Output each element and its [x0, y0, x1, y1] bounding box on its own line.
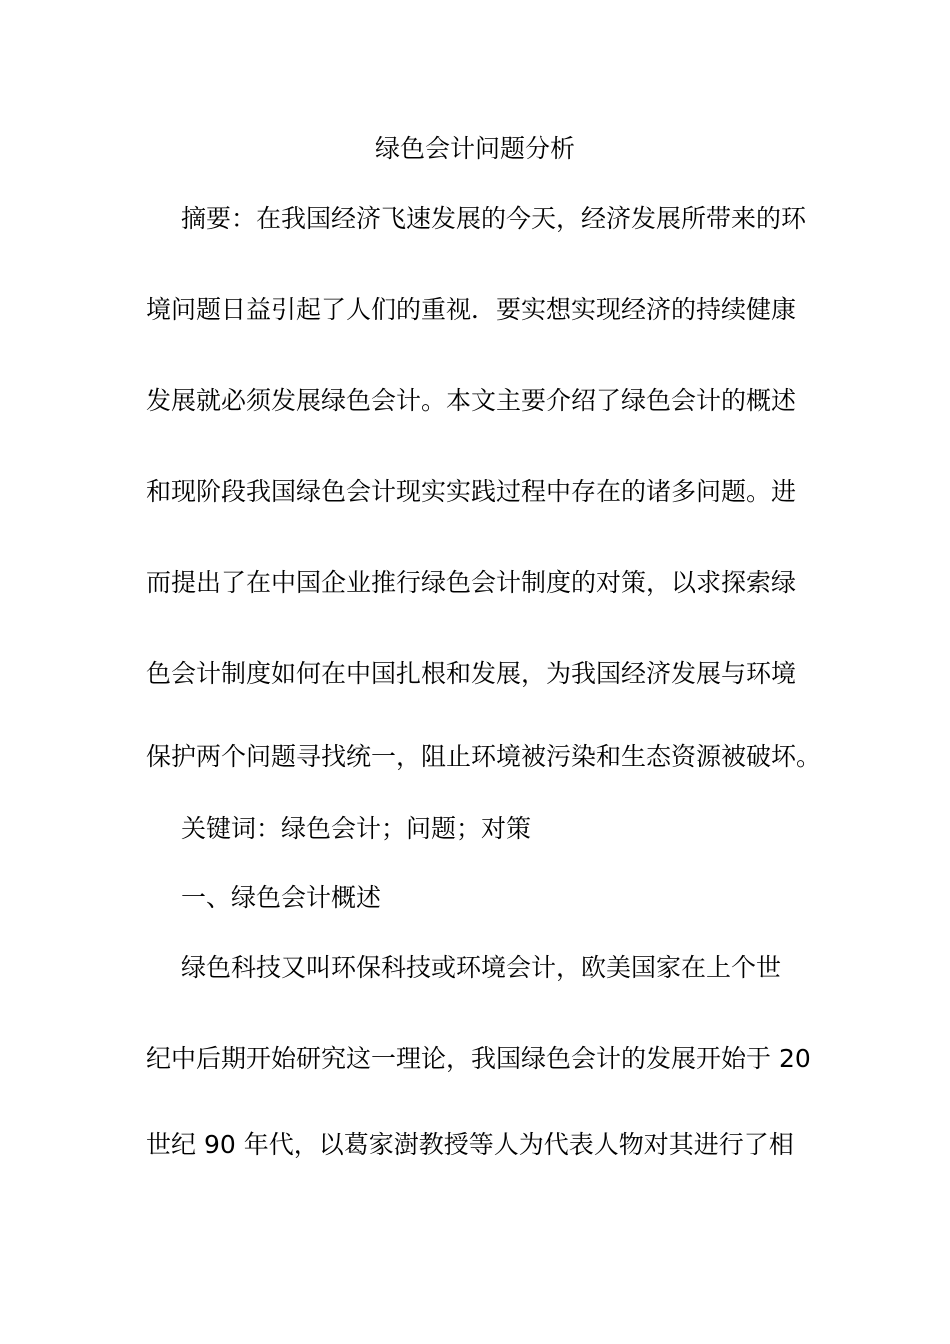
section-heading: 一、绿色会计概述: [181, 883, 382, 912]
abstract-line: 而提出了在中国企业推行绿色会计制度的对策，以求探索绿: [146, 568, 797, 597]
body-line: 世纪 90 年代，以葛家澍教授等人为代表人物对其进行了相: [146, 1130, 794, 1159]
keywords-line: 关键词：绿色会计；问题；对策: [181, 814, 532, 843]
body-line: 纪中后期开始研究这一理论，我国绿色会计的发展开始于 20: [146, 1044, 811, 1073]
abstract-line: 境问题日益引起了人们的重视．要实想实现经济的持续健康: [146, 295, 797, 324]
abstract-line: 和现阶段我国绿色会计现实实践过程中存在的诸多问题。进: [146, 477, 797, 506]
abstract-line: 摘要：在我国经济飞速发展的今天，经济发展所带来的环: [181, 204, 807, 233]
abstract-line: 保护两个问题寻找统一，阻止环境被污染和生态资源被破坏。: [146, 742, 822, 771]
body-line: 绿色科技又叫环保科技或环境会计，欧美国家在上个世: [181, 953, 782, 982]
abstract-line: 发展就必须发展绿色会计。本文主要介绍了绿色会计的概述: [146, 386, 797, 415]
document-title: 绿色会计问题分析: [374, 134, 575, 163]
abstract-line: 色会计制度如何在中国扎根和发展，为我国经济发展与环境: [146, 659, 797, 688]
